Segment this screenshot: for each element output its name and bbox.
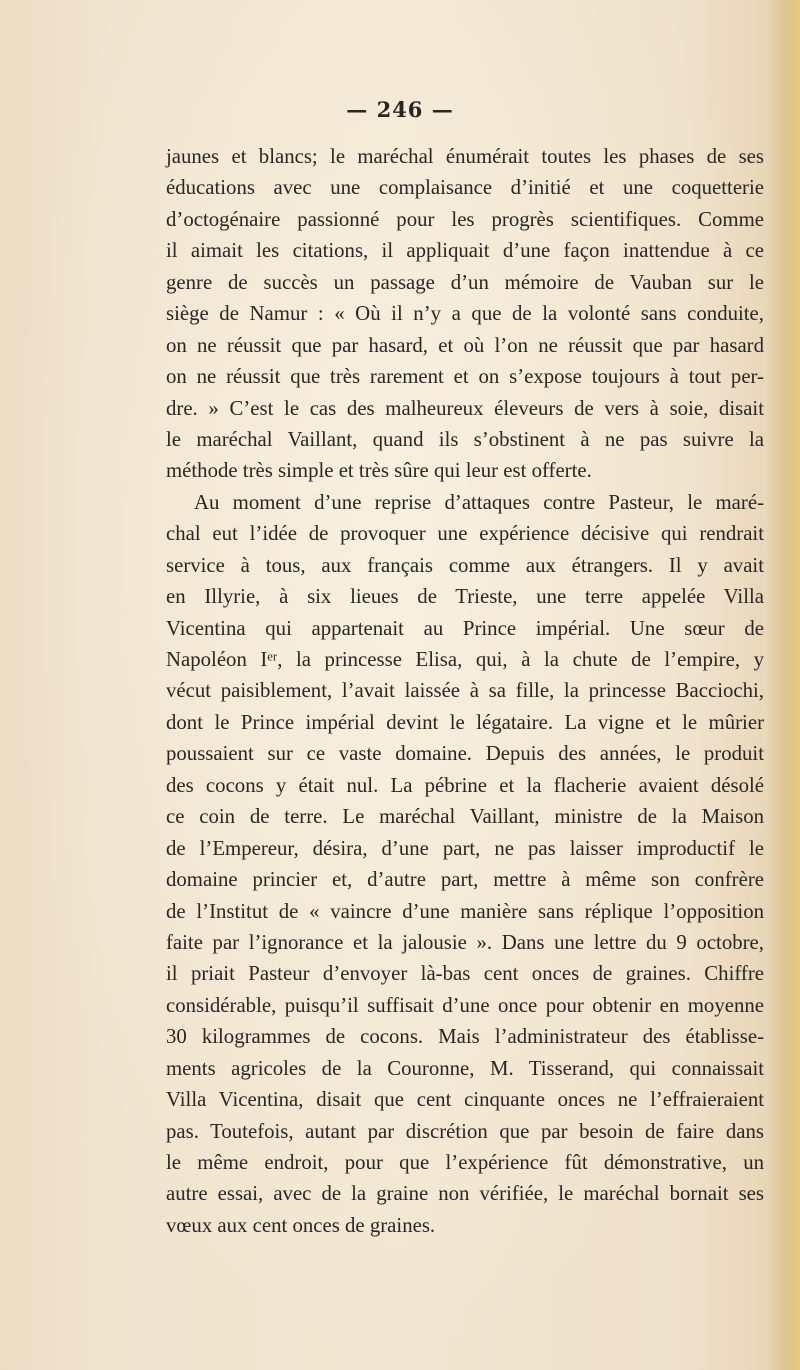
- text-line: on ne réussit que par hasard, et où l’on ne réussit que par hasard: [166, 333, 764, 357]
- text-line: chal eut l’idée de provoquer une expérience décisive qui rendrait: [166, 522, 764, 546]
- text-line: considérable, puisqu’il suffisait d’une once pour obtenir en moyenne: [166, 993, 764, 1017]
- text-line: en Illyrie, à six lieues de Trieste, une terre appelée Villa: [166, 585, 764, 609]
- text-line: de l’Empereur, désira, d’une part, ne pas laisser improductif le: [166, 836, 764, 860]
- text-line: siège de Namur : « Où il n’y a que de la volonté sans conduite,: [166, 302, 764, 326]
- text-line: Au moment d’une reprise d’attaques contre Pasteur, le maré-: [194, 490, 764, 514]
- text-line: domaine princier et, d’autre part, mettre à même son confrère: [166, 868, 764, 892]
- text-line: genre de succès un passage d’un mémoire de Vauban sur le: [166, 270, 764, 294]
- text-line: 30 kilogrammes de cocons. Mais l’administrateur des établisse-: [166, 1025, 764, 1049]
- text-line: des cocons y était nul. La pébrine et la flacherie avaient désolé: [166, 773, 764, 797]
- text-line: jaunes et blancs; le maréchal énumérait toutes les phases de ses: [166, 145, 764, 168]
- text-line: il priait Pasteur d’envoyer là-bas cent onces de graines. Chiffre: [166, 962, 764, 986]
- text-line: le maréchal Vaillant, quand ils s’obstinent à ne pas suivre la: [166, 427, 764, 451]
- text-line: Napoléon Iᵉʳ, la princesse Elisa, qui, à la chute de l’empire, y: [166, 648, 764, 671]
- text-line: autre essai, avec de la graine non vérifiée, le maréchal bornait ses: [166, 1182, 764, 1206]
- text-line: il aimait les citations, il appliquait d’une façon inattendue à ce: [166, 239, 764, 263]
- text-line: ce coin de terre. Le maréchal Vaillant, ministre de la Maison: [166, 805, 764, 829]
- page-edge-shading: [766, 0, 800, 1370]
- text-line: éducations avec une complaisance d’initié et une coquetterie: [166, 176, 764, 200]
- text-line: vécut paisiblement, l’avait laissée à sa fille, la princesse Bacciochi,: [166, 679, 764, 703]
- text-line: Villa Vicentina, disait que cent cinquante onces ne l’effraieraient: [166, 1088, 764, 1112]
- text-line: service à tous, aux français comme aux étrangers. Il y avait: [166, 553, 764, 577]
- text-line: dont le Prince impérial devint le légataire. La vigne et le mûrier: [166, 710, 764, 734]
- body-text: [166, 141, 764, 1241]
- text-line: vœux aux cent onces de graines.: [166, 1213, 436, 1237]
- text-line: faite par l’ignorance et la jalousie ». Dans une lettre du 9 octobre,: [166, 930, 764, 954]
- text-line: ments agricoles de la Couronne, M. Tisserand, qui connaissait: [166, 1056, 764, 1080]
- text-line: on ne réussit que très rarement et on s’expose toujours à tout per-: [166, 365, 764, 389]
- text-line: méthode très simple et très sûre qui leur est offerte.: [166, 459, 592, 483]
- text-line: de l’Institut de « vaincre d’une manière sans réplique l’opposition: [166, 899, 764, 923]
- text-line: d’octogénaire passionné pour les progrès scientifiques. Comme: [166, 207, 764, 231]
- text-line: poussaient sur ce vaste domaine. Depuis des années, le produit: [166, 742, 764, 766]
- page-number: — 246 —: [346, 97, 454, 122]
- text-line: Vicentina qui appartenait au Prince impérial. Une sœur de: [166, 616, 764, 640]
- text-line: le même endroit, pour que l’expérience fût démonstrative, un: [166, 1151, 764, 1174]
- text-line: dre. » C’est le cas des malheureux éleveurs de vers à soie, disait: [166, 396, 764, 420]
- text-line: pas. Toutefois, autant par discrétion que par besoin de faire dans: [166, 1119, 764, 1143]
